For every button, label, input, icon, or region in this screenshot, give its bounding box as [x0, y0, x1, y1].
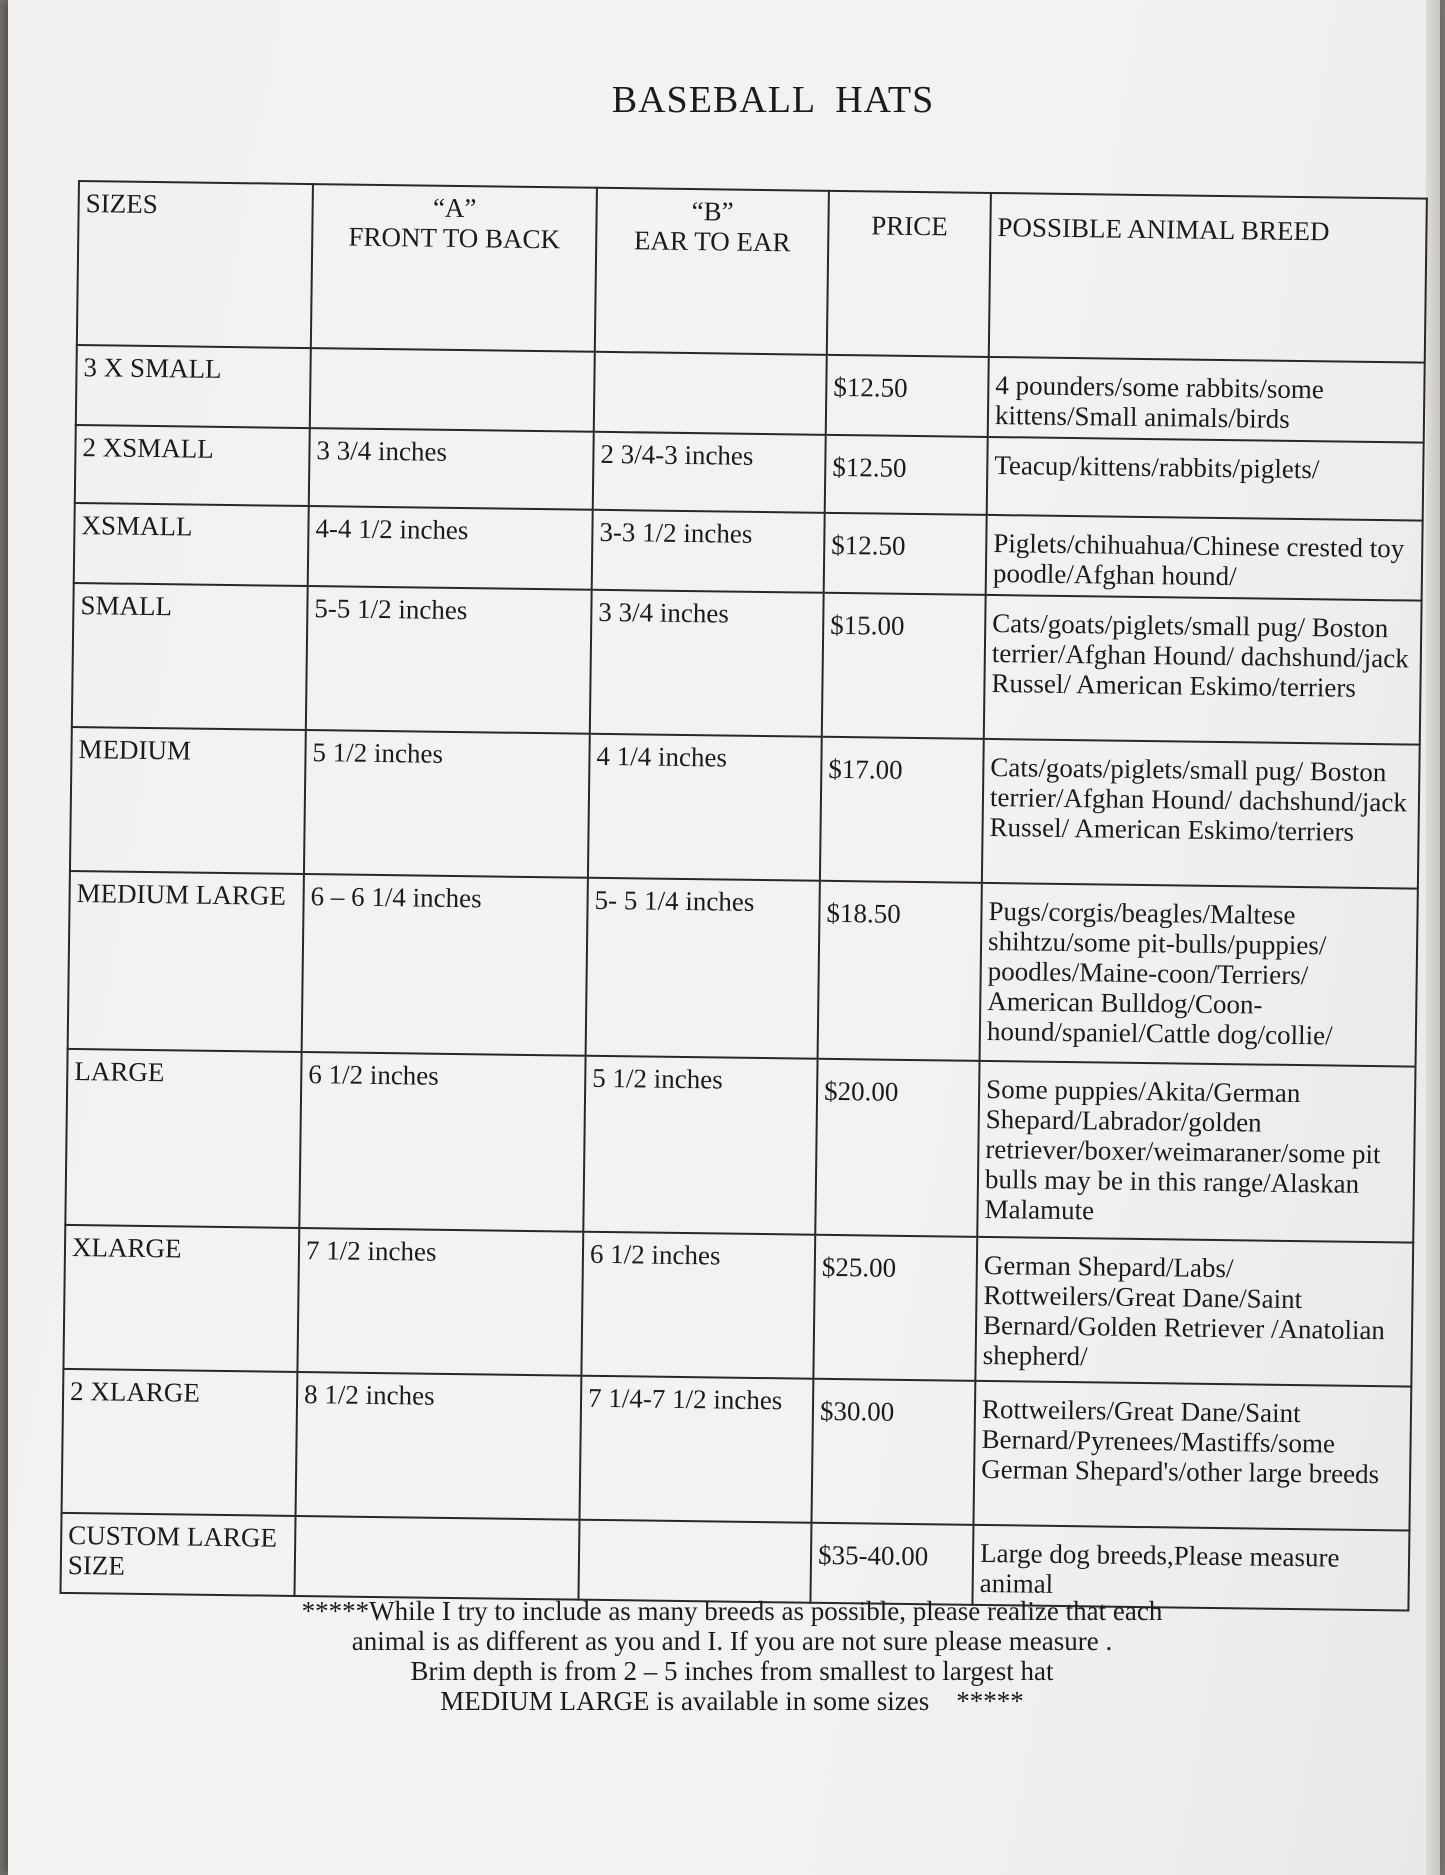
cell-breed: Piglets/chihuahua/Chinese crested toy poodle/Afghan hound/ [986, 515, 1423, 601]
cell-breed: Large dog breeds,Please measure animal [972, 1525, 1409, 1611]
cell-price: $18.50 [818, 881, 982, 1061]
table-row [63, 1225, 1413, 1387]
cell-price: $30.00 [811, 1379, 975, 1525]
cell-size: LARGE [65, 1049, 301, 1228]
cell-front-to-back: 8 1/2 inches [296, 1372, 582, 1520]
cell-price: $12.50 [824, 513, 987, 595]
cell-price: $12.50 [825, 435, 988, 515]
header-price: PRICE [827, 191, 991, 357]
cell-front-to-back [294, 1516, 579, 1600]
cell-breed: Rottweilers/Great Dane/Saint Bernard/Pyrenees/Mastiffs/some German Shepard's/other large breeds [973, 1381, 1411, 1531]
footnote-line: *****While I try to include as many breeds as possible, please realize that each [301, 1596, 1163, 1626]
cell-price: $20.00 [815, 1059, 979, 1237]
cell-price: $17.00 [820, 737, 984, 883]
cell-ear-to-ear [594, 352, 827, 435]
footnote-line: MEDIUM LARGE is available in some sizes ***** [440, 1686, 1024, 1716]
cell-size: 2 XSMALL [75, 425, 310, 506]
cell-price: $15.00 [822, 593, 986, 739]
cell-ear-to-ear [578, 1520, 811, 1603]
header-front-to-back [311, 184, 597, 352]
cell-ear-to-ear: 3-3 1/2 inches [592, 510, 825, 593]
cell-size: XSMALL [74, 503, 309, 586]
footnote-line: Brim depth is from 2 – 5 inches from smallest to largest hat [410, 1656, 1054, 1686]
header-b-label: “B” [691, 196, 734, 227]
cell-front-to-back [310, 348, 595, 432]
cell-ear-to-ear: 5- 5 1/4 inches [586, 878, 820, 1059]
cell-front-to-back: 4-4 1/2 inches [308, 506, 593, 590]
cell-ear-to-ear: 5 1/2 inches [583, 1056, 817, 1235]
cell-front-to-back: 7 1/2 inches [297, 1228, 583, 1376]
paper-sheet [8, 0, 1440, 1875]
header-breed: POSSIBLE ANIMAL BREED [989, 193, 1427, 363]
cell-ear-to-ear: 4 1/4 inches [588, 734, 822, 881]
cell-ear-to-ear: 3 3/4 inches [590, 590, 824, 737]
cell-size: CUSTOM LARGE SIZE [61, 1513, 296, 1596]
cell-front-to-back: 3 3/4 inches [309, 428, 594, 510]
cell-price: $12.50 [826, 355, 989, 437]
cell-size: MEDIUM [70, 727, 306, 874]
table-row [72, 583, 1422, 745]
footnote [8, 1596, 1445, 1716]
cell-front-to-back: 6 1/2 inches [299, 1052, 585, 1232]
cell-size: SMALL [72, 583, 308, 730]
header-b-desc: EAR TO EAR [633, 225, 791, 258]
cell-front-to-back: 5-5 1/2 inches [306, 586, 592, 734]
footnote-line: animal is as different as you and I. If you are not sure please measure . [351, 1626, 1113, 1656]
cell-price: $35-40.00 [810, 1523, 973, 1605]
table-row [68, 871, 1418, 1067]
cell-breed: Some puppies/Akita/German Shepard/Labrador/golden retriever/boxer/weimaraner/some pit bulls may be in this range/Alaskan Malamute [977, 1061, 1415, 1243]
cell-breed: 4 pounders/some rabbits/some kittens/Small animals/birds [988, 357, 1425, 443]
size-chart [59, 180, 1427, 1612]
page-title: BASEBALL HATS [611, 79, 935, 121]
cell-ear-to-ear: 2 3/4-3 inches [593, 432, 826, 513]
cell-breed: German Shepard/Labs/ Rottweilers/Great Dane/Saint Bernard/Golden Retriever /Anatolian shepherd/ [975, 1237, 1413, 1387]
header-row [77, 181, 1427, 363]
paper-edge [1426, 0, 1440, 1875]
cell-breed: Cats/goats/piglets/small pug/ Boston terrier/Afghan Hound/ dachshund/jack Russel/ American Eskimo/terriers [984, 595, 1422, 745]
header-sizes: SIZES [77, 181, 313, 348]
table-row [70, 727, 1420, 889]
table-row [62, 1369, 1412, 1531]
cell-breed: Cats/goats/piglets/small pug/ Boston terrier/Afghan Hound/ dachshund/jack Russel/ American Eskimo/terriers [982, 739, 1420, 889]
cell-price: $25.00 [813, 1235, 977, 1381]
cell-ear-to-ear: 7 1/4-7 1/2 inches [580, 1376, 814, 1523]
header-a-label: “A” [432, 192, 477, 224]
cell-size: XLARGE [63, 1225, 299, 1372]
cell-breed: Pugs/corgis/beagles/Maltese shihtzu/some pit-bulls/puppies/ poodles/Maine-coon/Terriers/ American Bulldog/Coon-hound/spaniel/Cattle dog/collie/ [980, 883, 1418, 1067]
header-a-desc: FRONT TO BACK [348, 221, 561, 255]
cell-breed: Teacup/kittens/rabbits/piglets/ [987, 437, 1424, 521]
cell-ear-to-ear: 6 1/2 inches [581, 1232, 815, 1379]
cell-front-to-back: 5 1/2 inches [304, 730, 590, 878]
cell-size: 3 X SMALL [76, 345, 311, 428]
header-ear-to-ear [595, 188, 829, 355]
cell-front-to-back: 6 – 6 1/4 inches [302, 874, 588, 1056]
size-table [59, 180, 1427, 1612]
cell-size: 2 XLARGE [62, 1369, 298, 1516]
table-row [65, 1049, 1415, 1243]
cell-size: MEDIUM LARGE [68, 871, 304, 1052]
